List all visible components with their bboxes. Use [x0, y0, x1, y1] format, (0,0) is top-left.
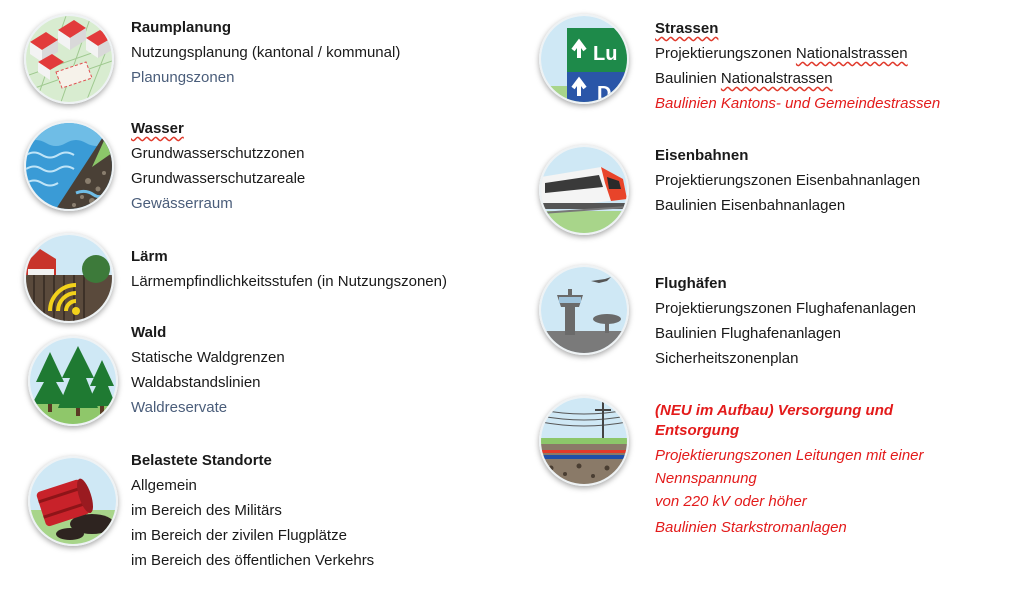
list-item: Grundwasserschutzzonen	[131, 145, 305, 162]
list-item: Sicherheitszonenplan	[655, 350, 799, 367]
list-item: Gewässerraum	[131, 195, 233, 212]
house-plan-icon	[24, 14, 114, 104]
category-title: Raumplanung	[131, 19, 231, 36]
sign-text-bottom: D	[597, 83, 612, 102]
list-item: Waldabstandslinien	[131, 374, 261, 391]
list-item	[655, 44, 940, 64]
item-linked-term: Nationalstrassen	[720, 70, 833, 87]
road-sign-icon	[539, 14, 629, 104]
forest-icon	[28, 336, 118, 426]
category-title: Flughäfen	[655, 275, 727, 292]
category-title: Eisenbahnen	[655, 147, 749, 164]
power-line-icon	[539, 396, 629, 486]
airport-tower-icon	[539, 265, 629, 355]
list-item: Baulinien Kantons- und Gemeindestrassen	[655, 95, 941, 112]
category-title: Lärm	[131, 248, 168, 265]
list-item: Grundwasserschutzareale	[131, 170, 306, 187]
list-item: von 220 kV oder höher	[655, 493, 807, 510]
list-item: Baulinien Eisenbahnanlagen	[655, 197, 846, 214]
category-title: Strassen	[655, 20, 719, 37]
item-prefix: Baulinien	[655, 70, 721, 87]
list-item: Projektierungszonen Eisenbahnanlagen	[655, 172, 921, 189]
list-item: im Bereich der zivilen Flugplätze	[131, 527, 347, 544]
list-item: Projektierungszonen Flughafenanlagen	[655, 300, 917, 317]
item-prefix: Projektierungszonen	[655, 45, 796, 62]
category-title: Belastete Standorte	[131, 452, 272, 469]
list-item: Projektierungszonen Leitungen mit einer	[655, 447, 924, 464]
category-title: Wasser	[131, 120, 184, 137]
list-item: Statische Waldgrenzen	[131, 349, 285, 366]
item-linked-term: Nationalstrassen	[795, 45, 908, 62]
contaminated-barrel-icon	[28, 456, 118, 546]
list-item: Nutzungsplanung (kantonal / kommunal)	[131, 44, 401, 61]
list-item: Nennspannung	[655, 470, 757, 487]
list-item: Allgemein	[131, 477, 197, 494]
list-item: Planungszonen	[131, 69, 235, 86]
sign-text-top: Lu	[593, 43, 618, 65]
noise-icon	[24, 233, 114, 323]
water-icon	[24, 121, 114, 211]
list-item: im Bereich des Militärs	[131, 502, 282, 519]
list-item: Baulinien Flughafenanlagen	[655, 325, 841, 342]
category-title: Wald	[131, 324, 167, 341]
list-item: im Bereich des öffentlichen Verkehrs	[131, 552, 375, 569]
list-item: Lärmempfindlichkeitsstufen (in Nutzungszonen)	[131, 273, 447, 290]
list-item: Baulinien Starkstromanlagen	[655, 519, 847, 536]
list-item: Waldreservate	[131, 399, 228, 416]
list-item	[655, 69, 940, 89]
train-icon	[539, 145, 629, 235]
category-title: (NEU im Aufbau) Versorgung und Entsorgung	[655, 402, 894, 439]
